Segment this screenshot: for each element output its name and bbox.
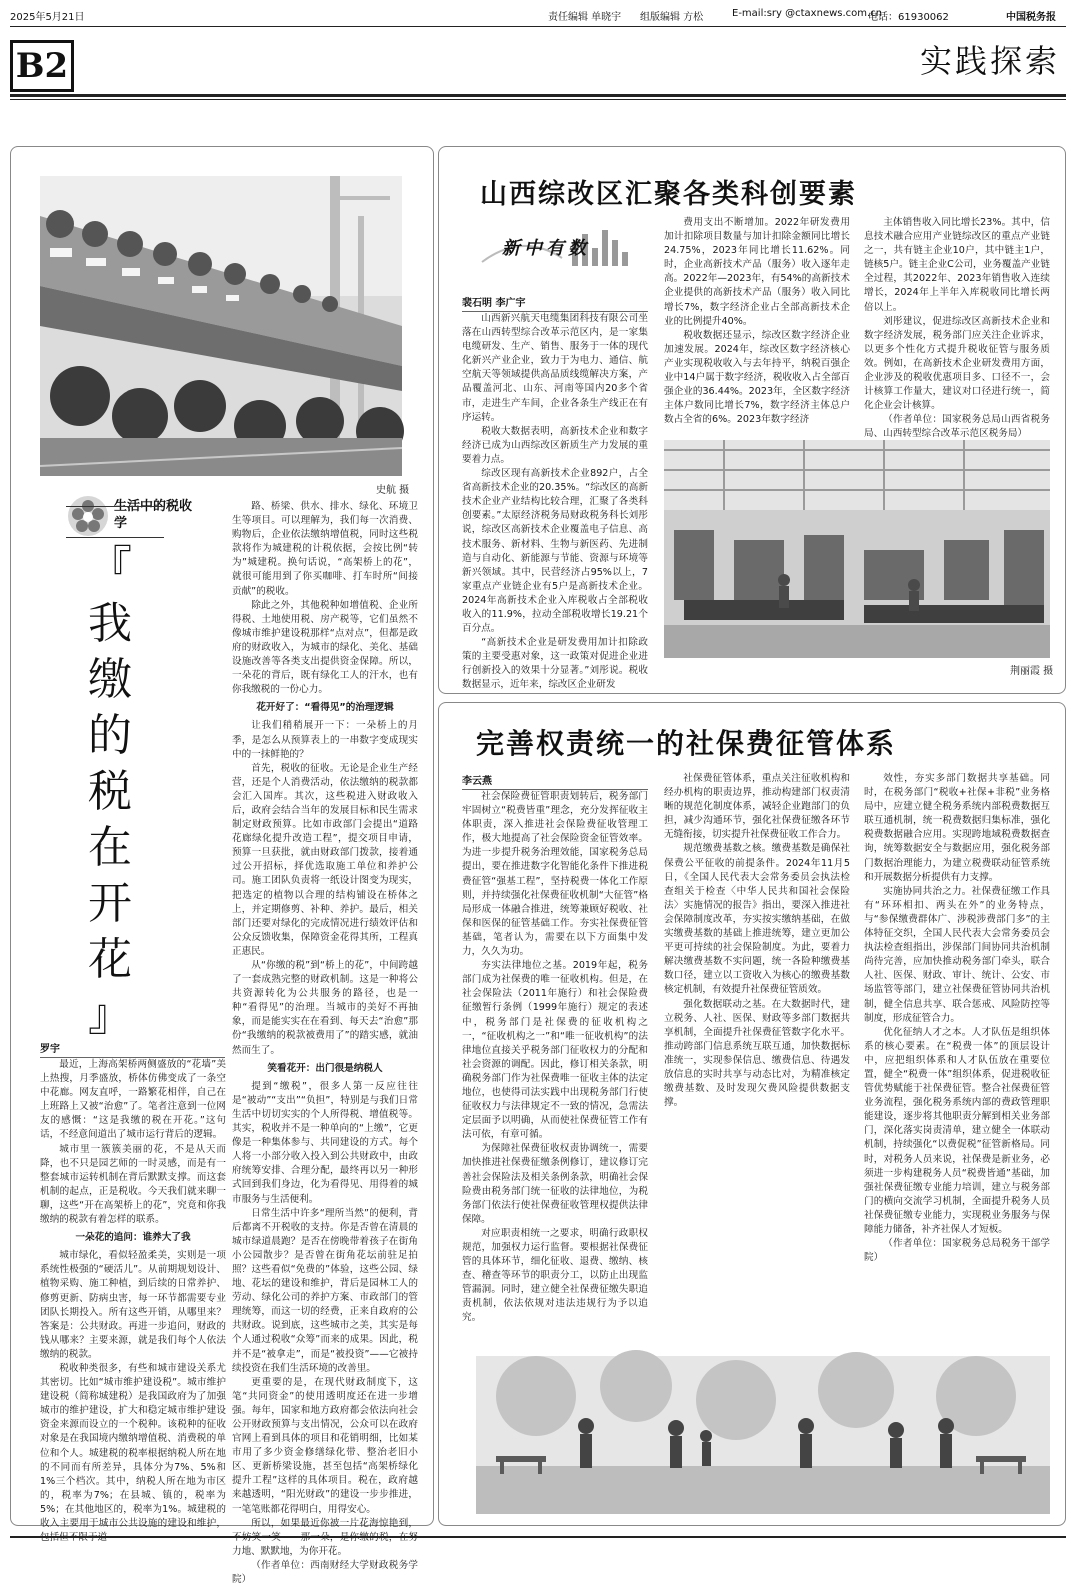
paragraph: 所以，如果最近你被一片花海惊艳到， 力地、默默地，为你开花。 bbox=[232, 1517, 418, 1557]
left-author: 罗宇 bbox=[40, 1040, 225, 1058]
paragraph: 主体销售收入同比增长23%。其中，信息技术融合应用产业链综改区的重点产业链之一，共有链主企业10户，其中链主1户，链核5户。链主企业C公司，业务覆盖产业链全过程，其2022年、2023年销售收入连续增长，2024年上半年入库税收同比增长两倍以上。 bbox=[864, 217, 1050, 313]
paragraph: 日常生活中许多“理所当然”的便利，背后都离不开税收的支持。你是否曾在清晨的城市绿道晨跑？是否在傍晚带着孩子在街角小公园散步？是否曾在街角花坛前驻足拍照？这些看似“免费的”体验，这些公园、绿地、花坛的建设和维护，背后是园林工人的劳动、绿化公司的养护方案、市政部门的管理统筹，而这一切的经费，正来自政府的公共财政。说到底，这些城市之美，其实是每个人通过税收“众筹”而来的成果。因此，税并不是“被拿走”，而是“被投资”——它被持续投资在我们生活环境的改善里。 bbox=[232, 1207, 418, 1374]
page-number: B2 bbox=[10, 40, 74, 92]
paragraph: 社保费征管体系，重点关注征收机构和经办机构的职责边界，推动构建部门权责清晰的规范化制度体系，减轻企业跑部门的负担，减少沟通环节，强化社保费征缴各环节无缝衔接，切实提升社保费征收工作合力。 bbox=[664, 773, 850, 841]
paragraph: 夯实法律地位之基。2019年起，税务部门成为社保费的唯一征收机构。但是，在社会保险法（2011年施行）和社会保险费征缴暂行条例（1999年施行）规定的表述中，税务部门是社保费的征收机构之一，“征收机构之一”和“唯一征收机构”的法律地位直接关乎税务部门征收权力的分配和社会资源的调配。因此，修订相关条款，明确税务部门作为社保费唯一征收主体的法定地位，也使得司法实践中出现税务部门行使征收权力与法律规定不一致的情况，急需法定层面予以明确，从而使社保费征管工作有法可依，有章可循。 bbox=[462, 960, 648, 1141]
paragraph: 综改区现有高新技术企业892户，占全省高新技术企业的20.35%。“综改区的高新技术企业产业结构比较合理，汇聚了各类科创要素。”太原经济税务局财政税务科长刘彤说，综改区高新技术企业覆盖电子信息、高技术服务、新材料、生物与新医药、先进制造与自动化、新能源与节能、资源与环境等新兴领域。其中，民营经济占95%以上，7家重点产业链企业有5户是高新技术企业。2024年高新技术企业入库税收占全部税收收入的11.9%，拉动全部税收增长19.21个百分点。 bbox=[462, 468, 648, 635]
headline-char: 缴 bbox=[88, 654, 132, 705]
bottom-article-col-c bbox=[864, 772, 1050, 1350]
column-tag-graphic bbox=[462, 222, 652, 270]
paragraph: 最近，上海高架桥两侧盛放的“花墙”美上热搜，月季盛放，桥体仿佛变成了一条空中花廊。网友直呼，一路繁花相伴，自己在上班路上又被“治愈”了。笔者注意到一位网友的感慨：“这是我缴的税在开花。”这句话，不经意间道出了城市运行背后的逻辑。 bbox=[40, 1059, 226, 1141]
email[interactable]: E-mail:sry @ctaxnews.com.cn bbox=[732, 8, 883, 19]
masthead-rule bbox=[10, 94, 1066, 97]
paper-name: 中国税务报 bbox=[1006, 12, 1056, 23]
paragraph: 为保障社保费征收权责协调统一，需要加快推进社保费征缴条例修订，建议修订完善社会保险法及相关条例条款，明确社会保险费由税务部门统一征收的法律地位，为税务部门依法行使社保费征收管理权提供法律保障。 bbox=[462, 1143, 648, 1225]
issue-date: 2025年5月21日 bbox=[10, 12, 85, 23]
author-affiliation: （作者单位：西南财经大学财政税务学院） bbox=[232, 1559, 418, 1586]
paragraph: 让我们稍稍展开一下：一朵桥上的月季，是怎么从预算表上的一串数字变成现实中的一抹鲜艳的？ bbox=[232, 720, 418, 760]
headline-char: 开 bbox=[88, 878, 132, 929]
top-authors: 裴石明 李广宇 bbox=[462, 294, 648, 312]
paragraph: 税收大数据表明，高新技术企业和数字经济已成为山西综改区新质生产力发展的重要着力点。 bbox=[462, 425, 648, 465]
headline-char: 』 bbox=[88, 990, 132, 1041]
subheading: 笑看花开：出门很是纳税人 bbox=[267, 1062, 383, 1074]
paragraph: 首先，税收的征收。无论是企业生产经营，还是个人消费活动，依法缴纳的税款都会汇入国库。其次，这些税进入财政收入后，政府会结合当年的发展目标和民生需求制定财政预算。比如市政部门会提出“道路花廊绿化提升改造工程”，提交项目申请，预算一旦获批，就由财政部门拨款，接着通过公开招标，择优选取施工单位和养护公司。施工团队负责将一纸设计图变为现实，把选定的植物以合理的结构铺设在桥体之上，并定期修剪、补种、养护。最后，相关部门还要对绿化的完成情况进行绩效评估和公众反馈收集，保障资金花得其所，工程真正惠民。 bbox=[232, 762, 418, 957]
paragraph: 优化征纳人才之本。人才队伍是组织体系的核心要素。在“税费一体”的顶层设计中，应把组织体系和人才队伍放在重要位置，健全“税费一体”组织体系，促进税收征管优势赋能于社保费征管。整合社保费征管业务流程，强化税务系统内部的费政管理职能建设，逐步将其他职责分解到相关业务部门，深化落实岗责清单，建立健全一体联动机制，持续强化“以费促税”征管新格局。同时，对税务人员来说，社保费是新业务，必须进一步构建税务人员“税费皆通”基础，加强社保费征缴专业能力培训，建立与税务部门的横向交流学习机制，全面提升税务人员社保费征缴专业能力，实现税业务服务与保障能力储备，补齐社保人才短板。 bbox=[864, 1026, 1050, 1235]
paragraph: 从“你缴的税”到“桥上的花”，中间跨越了一套成熟完整的财政机制。这是一种将公共资源转化为公共服务的路径，也是一种“看得见”的治理。当城市的美好不再抽象，而是能实实在在看到、每天去“治愈”那份“我缴纳的税款被费用了”的踏实感，就油然而生了。 bbox=[232, 960, 418, 1056]
bottom-article-col-a bbox=[462, 790, 648, 1350]
paragraph: 城市绿化，看似轻盈柔美，实则是一项系统性极强的“硬活儿”。从前期规划设计、植物采购、施工种植，到后续的日常养护、修剪更新、防病虫害，每一环节都需要专业团队长期投入。所有这些开销，从哪里来？答案是：公共财政。再进一步追问，财政的钱从哪来？主要来源，就是我们每个人依法缴纳的税款。 bbox=[40, 1250, 226, 1360]
phone: 电话：61930062 bbox=[868, 12, 949, 23]
masthead-rule-thin bbox=[10, 99, 1066, 100]
paragraph: 强化数据联动之基。在大数据时代，建立税务、人社、医保、财政等多部门数据共享机制，全面提升社保费征管数字化水平。推动跨部门信息系统互联互通，加快数据标准统一，实现参保信息、缴费信息、待遇发放信息的实时共享与动态比对，为精准核定缴费基数、及时发现欠费风险提供数据支撑。 bbox=[664, 998, 850, 1109]
subheading: 花开好了：“看得见”的治理逻辑 bbox=[256, 702, 394, 714]
author-affiliation: （作者单位：国家税务总局山西省税务局、山西转型综合改革示范区税务局） bbox=[864, 414, 1050, 440]
headline-char: 税 bbox=[88, 766, 132, 817]
page-header bbox=[0, 4, 1076, 24]
people-illustration bbox=[476, 1356, 1050, 1514]
top-article-col-a bbox=[462, 312, 648, 691]
tag-rule bbox=[66, 506, 164, 538]
paragraph: 除此之外，其他税种如增值税、企业所得税、土地使用税、房产税等，它们虽然不像城市维护建设税那样“点对点”，但都是政府的财政收入，为城市的绿化、美化、基础设施改善等各类支出提供资金保障。所以，一朵花的背后，既有绿化工人的汗水，也有你我缴税的一份心力。 bbox=[232, 599, 418, 696]
section-title: 实践探索 bbox=[919, 42, 1060, 80]
top-headline: 山西综改区汇聚各类科创要素 bbox=[480, 179, 857, 210]
author-affiliation: （作者单位：国家税务总局税务干部学院） bbox=[864, 1238, 1050, 1264]
paragraph: 对应职责相统一之要求，明确行政职权规范，加强权力运行监督。要根据社保费征管的具体环节，细化征收、退费、缴纳、核查、稽查等环节的职责分工，以防止出现监管漏洞。同时，建立健全社保费征缴失职追责机制，依法依规对违法违规行为予以追究。 bbox=[462, 1227, 648, 1324]
paragraph: 刘彤建议，促进综改区高新技术企业和数字经济发展，税务部门应关注企业诉求，以更多个性化方式提升税收征管与服务质效。例如，在高新技术企业研发费用方面，企业涉及的税收优惠项目多、口径不一，会计核算工作量大，建议对口径进行统一，简化企业会计核算。 bbox=[864, 315, 1050, 412]
vertical-headline bbox=[80, 540, 140, 1044]
top-article-col-b bbox=[664, 216, 850, 434]
left-article-col-a bbox=[40, 1058, 226, 1529]
headline-char: 的 bbox=[88, 710, 132, 761]
paragraph: 规范缴费基数之核。缴费基数是确保社保费公平征收的前提条件。2024年11月5日，《全国人民代表大会常务委员会执法检查组关于检查〈中华人民共和国社会保险法〉实施情况的报告》指出，要深入推进社会保障制度改革，夯实按实缴纳基础，在做实缴费基数的基础上推进统筹，建立更加公平更可持续的社会保险制度。为此，要着力解决缴费基数不实问题，统一各险种缴费基数口径，建立以工资收入为核心的缴费基数核定机制，有效提升社保费征管质效。 bbox=[664, 843, 850, 996]
headline-char: 在 bbox=[88, 822, 132, 873]
paragraph: 山西新兴航天电缆集团科技有限公司坐落在山西转型综合改革示范区内，是一家集电缆研发、生产、销售、服务于一体的现代化新兴产业企业，致力于为电力、通信、航空航天等领域提供高品质线缆解决方案，产品覆盖河北、山东、河南等国内20多个省市，走进生产车间，企业各条生产线正在有序运转。 bbox=[462, 313, 648, 423]
bottom-article-col-b bbox=[664, 772, 850, 1350]
paragraph: 社会保险费征管职责划转后，税务部门牢固树立“税费皆重”理念，充分发挥征收主体职责，深入推进社会保险费征收管理工作，极大地提高了社会保险资金征管效率。为进一步提升税务治理效能，国家税务总局提出，要在推进数字化智能化条件下推进税费征管“强基工程”，坚持税费一体化工作原则，并持续强化社保费征收机制“大征管”格局形成一体融合推进，统筹兼顾好税收、社保和医保的征管基础工作。夯实社保费征管基础，笔者认为，需要在以下方面集中发力，久久为功。 bbox=[462, 791, 648, 958]
left-article-col-b bbox=[232, 500, 418, 1586]
factory-photo bbox=[664, 440, 1050, 658]
highway-flower-photo bbox=[40, 176, 402, 476]
paragraph: 提到“缴税”，很多人第一反应往往是“被动”“支出”“负担”，特别是与我们日常生活中切切实实的个人所得税、增值税等。其实，税收并不是一种单向的“上缴”，它更像是一种集体参与、共同建设的方式。每个人将一小部分收入投入到公共财政中，由政府统筹安排、合理分配，最终再以另一种形式回到我们身边，化为看得见、用得着的城市服务与生活便利。 bbox=[232, 1080, 418, 1205]
headline-char: 我 bbox=[88, 598, 132, 649]
paragraph: 效性，夯实多部门数据共享基础。同时，在税务部门“税收+社保+非税”业务格局中，应建立健全税务系统内部税费数据互联互通机制，统一税费数据归集标准，强化税费数据融合应用。实现跨地域税费数据查询，统筹数据安全与数据应用，强化税务部门数据治理能力，为建立税费联动征管系统和开展数据分析提供有力支撑。 bbox=[864, 773, 1050, 883]
bottom-author: 李云燕 bbox=[462, 772, 648, 790]
left-photo-credit: 史航 摄 bbox=[376, 485, 410, 496]
responsible-editor: 责任编辑 单晓宇 bbox=[548, 12, 622, 23]
subheading: 一朵花的追问：谁养大了我 bbox=[75, 1232, 191, 1244]
paragraph: “高新技术企业是研发费用加计扣除政策的主要受惠对象，这一政策对促进企业进行创新投入的效果十分显著。”刘彤说。税收数据显示，近年来，综改区企业研发 bbox=[462, 637, 648, 691]
paragraph: 更重要的是，在现代财政制度下，这笔“共同资金”的使用透明度还在进一步增强。每年，国家和地方政府都会依法向社会公开财政预算与支出情况，公众可以在政府官网上看到具体的项目和花销明细，比如某市用了多少资金修缮绿化带、整治老旧小区、更新桥梁设施，甚至包括“高架桥绿化提升工程”这样的具体项目。税在，政府越来越透明，“阳光财政”的建设一步步推进，一笔笔账都花得明白，用得安心。 bbox=[232, 1376, 418, 1515]
column-tag: 生活中的税收学 bbox=[114, 499, 193, 531]
paragraph: 路、桥梁、供水、排水、绿化、环境卫生等项目。可以理解为，我们每一次消费、购物后，企业依法缴纳增值税，同时这些税款将作为城建税的计税依据，会按比例“转为”城建税。换句话说，“高架桥上的花”，就很可能用到了你买咖啡、打车时所“间接贡献”的税收。 bbox=[232, 501, 418, 597]
paragraph: 费用支出不断增加。2022年研发费用加计扣除项目数量与加计扣除金额同比增长24.75%，2023年同比增长11.62%。同时，企业高新技术产品（服务）收入逐年走高。2022年—2023年，有54%的高新技术企业提供的高新技术产品（服务）收入同比增长7%，数字经济企业占全部高新技术企业的比例提升40%。 bbox=[664, 217, 850, 327]
paragraph: 实施协同共治之力。社保费征缴工作具有“环环相扣、两头在外”的业务特点，与“参保缴费群体广、涉税涉费部门多”的主体特征交织，全国人民代表大会常务委员会执法检查组指出，涉保部门间协同共治机制尚待完善，应加快推动税务部门牵头，联合人社、医保、财政、审计、统计、公安、市场监管等部门，建立社保费征管协同共治机制，健全信息共享、联合惩戒、风险防控等制度，形成征管合力。 bbox=[864, 885, 1050, 1024]
paragraph: 城市里一簇簇美丽的花，不是从天而降，也不只是园艺师的一时灵感，而是有一整套城市运转机制在背后默默支撑。而这套机制的起点，正是税收。今天我们就来聊一聊，这些“开在高架桥上的花”，究竟和你我缴纳的税款有着怎样的联系。 bbox=[40, 1143, 226, 1226]
header-rule bbox=[10, 26, 1066, 27]
footer-rule bbox=[10, 1536, 1066, 1538]
headline-char: 花 bbox=[88, 934, 132, 985]
paragraph: 税收种类很多，有些和城市建设关系尤其密切。比如“城市维护建设税”。城市维护建设税（简称城建税）是我国政府为了加强城市的维护建设，扩大和稳定城市维护建设资金来源而设立的一个税种。该税种的征收对象是在我国境内缴纳增值税、消费税的单位和个人。城建税的税率根据纳税人所在地的不同而有所差异，具体分为7%、5%和1%三个档次。其中，纳税人所在地为市区的，税率为7%；在县城、镇的，税率为5%；在其他地区的，税率为1%。城建税的收入主要用于城市公共设施的建设和维护， bbox=[40, 1362, 226, 1529]
layout-editor: 组版编辑 方松 bbox=[640, 12, 704, 23]
column-tag-label: 新中有数 bbox=[502, 238, 590, 259]
bottom-headline: 完善权责统一的社保费征管体系 bbox=[476, 727, 897, 760]
headline-char: 『 bbox=[88, 542, 132, 593]
top-article-col-c bbox=[864, 216, 1050, 440]
paragraph: 税收数据还显示，综改区数字经济企业加速发展。2024年，综改区数字经济核心产业实现税收收入与去年持平，纳税百强企业中14户属于数字经济，税收收入占全部百强企业的36.44%。2023年，全区数字经济主体户数同比增长7%，数字经济主体总户数占全省的6%。2023年数字经济 bbox=[664, 329, 850, 426]
factory-photo-credit: 荆丽霞 摄 bbox=[1010, 666, 1054, 677]
